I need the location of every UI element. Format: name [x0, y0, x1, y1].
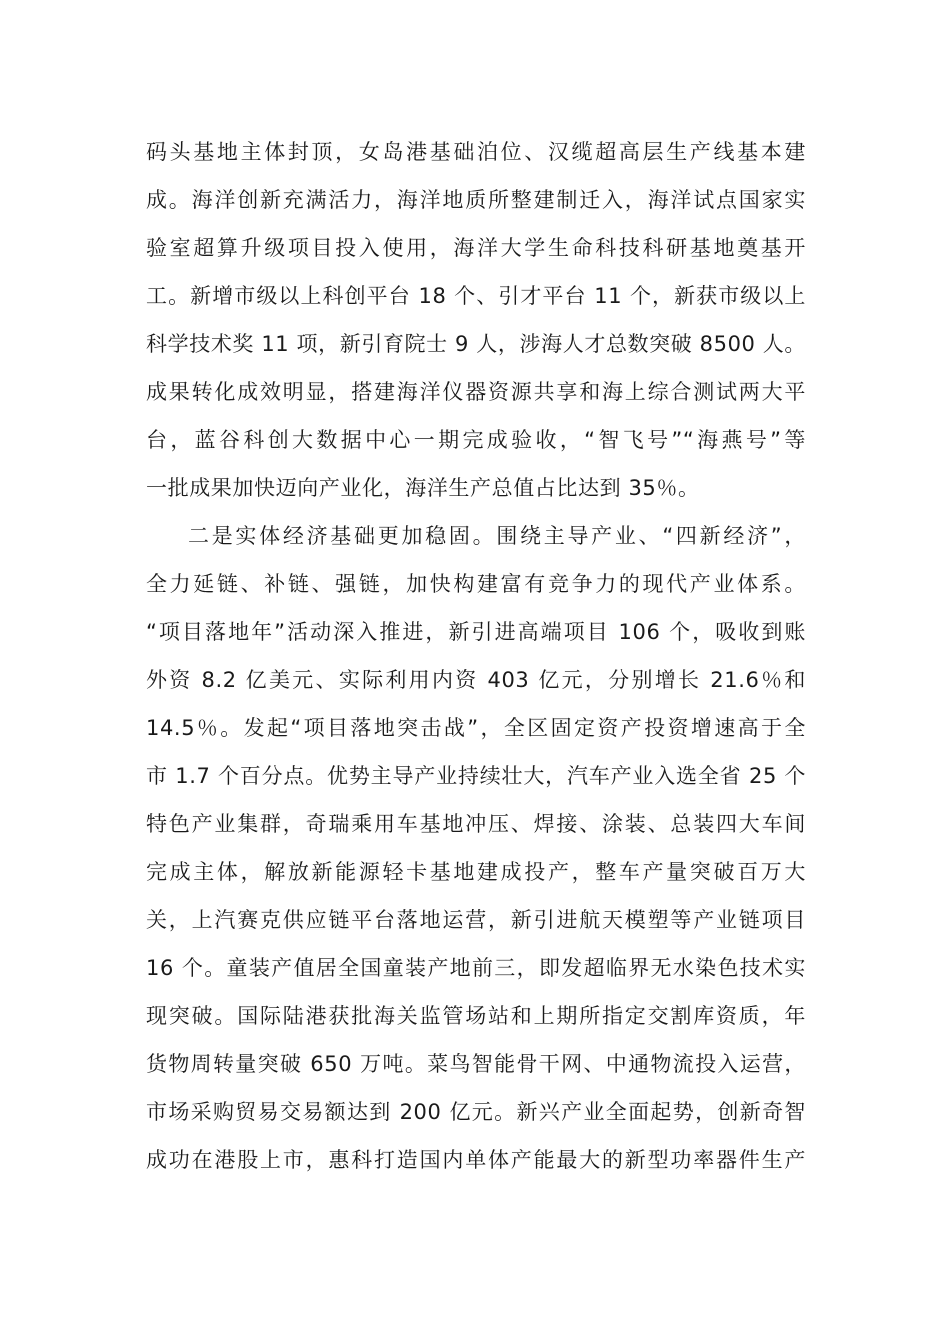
paragraph-line: 14.5％。发起“项目落地突击战”，全区固定资产投资增速高于全: [146, 716, 806, 740]
paragraph-line: 货物周转量突破 650 万吨。菜鸟智能骨干网、中通物流投入运营，: [146, 1052, 806, 1076]
paragraph-line: 工。新增市级以上科创平台 18 个、引才平台 11 个，新获市级以上: [146, 284, 806, 308]
paragraph-line: 码头基地主体封顶，女岛港基础泊位、汉缆超高层生产线基本建: [146, 140, 806, 164]
paragraph-line: 成功在港股上市，惠科打造国内单体产能最大的新型功率器件生产: [146, 1148, 806, 1172]
paragraph-line: “项目落地年”活动深入推进，新引进高端项目 106 个，吸收到账: [146, 620, 806, 644]
paragraph-line: 现突破。国际陆港获批海关监管场站和上期所指定交割库资质，年: [146, 1004, 806, 1028]
paragraph-line: 一批成果加快迈向产业化，海洋生产总值占比达到 35％。: [146, 476, 700, 500]
paragraph-line: 台，蓝谷科创大数据中心一期完成验收，“智飞号”“海燕号”等: [146, 428, 806, 452]
paragraph-line: 二是实体经济基础更加稳固。围绕主导产业、“四新经济”，: [188, 524, 806, 548]
paragraph-line: 16 个。童装产值居全国童装产地前三，即发超临界无水染色技术实: [146, 956, 806, 980]
paragraph-1: [146, 128, 806, 512]
paragraph-line: 成。海洋创新充满活力，海洋地质所整建制迁入，海洋试点国家实: [146, 188, 806, 212]
paragraph-line: 特色产业集群，奇瑞乘用车基地冲压、焊接、涂装、总装四大车间: [146, 812, 806, 836]
paragraph-line: 科学技术奖 11 项，新引育院士 9 人，涉海人才总数突破 8500 人。: [146, 332, 806, 356]
paragraph-line: 全力延链、补链、强链，加快构建富有竞争力的现代产业体系。: [146, 572, 806, 596]
paragraph-line: 市场采购贸易交易额达到 200 亿元。新兴产业全面起势，创新奇智: [146, 1100, 806, 1124]
document-body: [146, 128, 806, 1184]
paragraph-line: 完成主体，解放新能源轻卡基地建成投产，整车产量突破百万大: [146, 860, 806, 884]
paragraph-line: 外资 8.2 亿美元、实际利用内资 403 亿元，分别增长 21.6％和: [146, 668, 806, 692]
paragraph-line: 成果转化成效明显，搭建海洋仪器资源共享和海上综合测试两大平: [146, 380, 806, 404]
paragraph-line: 关，上汽赛克供应链平台落地运营，新引进航天模塑等产业链项目: [146, 908, 806, 932]
paragraph-2: [146, 512, 806, 1184]
paragraph-line: 市 1.7 个百分点。优势主导产业持续壮大，汽车产业入选全省 25 个: [146, 764, 806, 788]
paragraph-line: 验室超算升级项目投入使用，海洋大学生命科技科研基地奠基开: [146, 236, 806, 260]
